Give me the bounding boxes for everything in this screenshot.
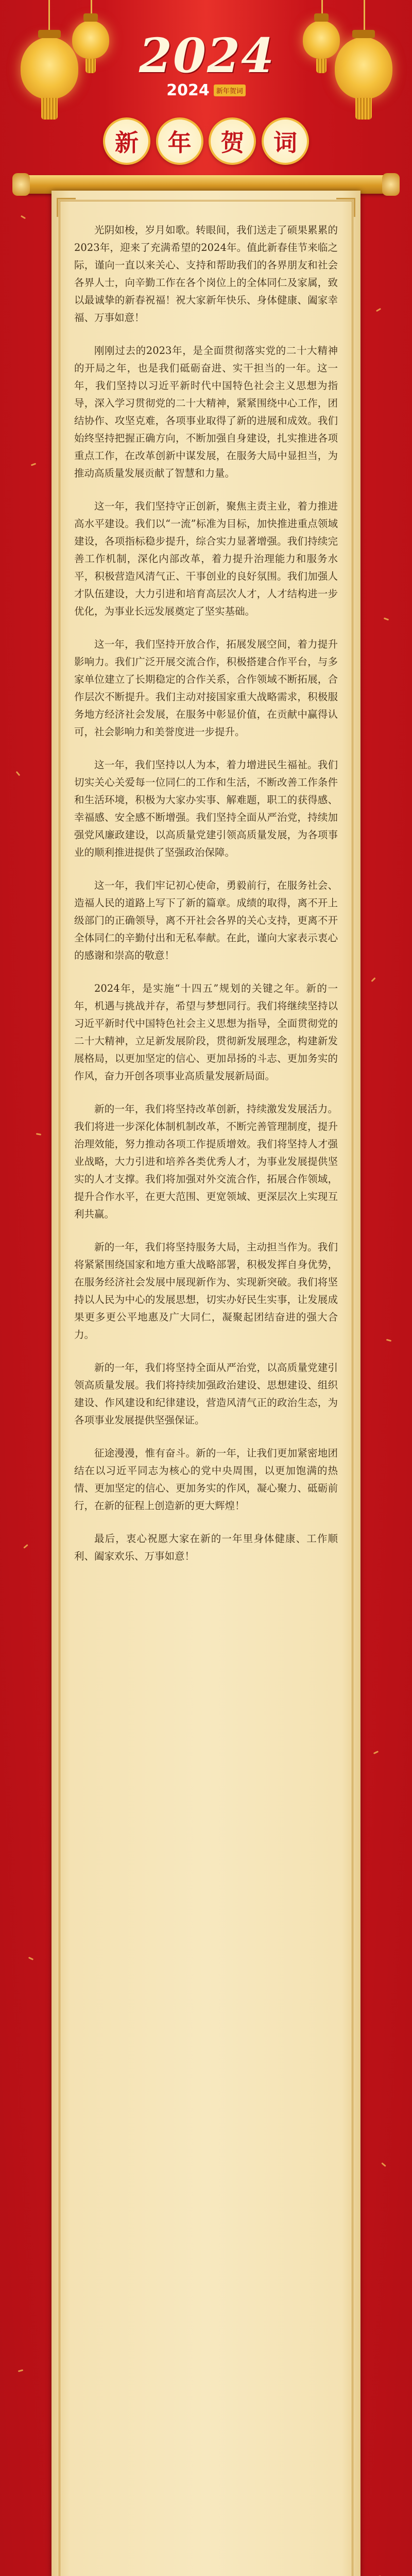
gold-fleck (36, 1133, 41, 1136)
page-title (103, 117, 309, 164)
gold-fleck (18, 2369, 23, 2372)
letter-paragraph: 这一年，我们坚持守正创新，聚焦主责主业，着力推进高水平建设。我们以“一流”标准为目标，加快推进重点领域建设，各项指标稳步提升，综合实力显著增强。我们持续完善工作机制，深化内部改革，着力提升治理能力和服务水平，积极营造风清气正、干事创业的良好氛围。我们加强人才队伍建设，大力引进和培育高层次人才，人才结构进一步优化，为事业长远发展奠定了坚实基础。 (74, 500, 338, 617)
logo-year-script: 2024 (139, 28, 276, 83)
gold-fleck (371, 977, 375, 982)
letter-paragraph: 这一年，我们牢记初心使命，勇毅前行，在服务社会、造福人民的道路上写下了新的篇章。成绩的取得，离不开上级部门的正确领导，离不开社会各界的关心支持，更离不开全体同仁的辛勤付出和无私奉献。在此，谨向大家表示衷心的感谢和崇高的敬意！ (74, 879, 338, 961)
scroll-knob (12, 173, 30, 196)
letter-paragraph: 刚刚过去的2023年，是全面贯彻落实党的二十大精神的开局之年，也是我们砥砺奋进、实干担当的一年。这一年，我们坚持以习近平新时代中国特色社会主义思想为指导，深入学习贯彻党的二十大精神，紧紧围绕中心工作，团结协作、攻坚克难，各项事业取得了新的进展和成效。我们始终坚持把握正确方向，不断加强自身建设，扎实推进各项重点工作，在改革创新中谋发展，在服务大局中显担当，为推动高质量发展贡献了智慧和力量。 (74, 345, 338, 479)
letter-paragraph: 光阴如梭，岁月如歌。转眼间，我们送走了硕果累累的2023年，迎来了充满希望的2024年。值此新春佳节来临之际，谨向一直以来关心、支持和帮助我们的各界朋友和社会各界人士，向辛勤工作在各个岗位上的全体同仁及家属，致以最诚挚的新春祝福！祝大家新年快乐、身体健康、阖家幸福、万事如意！ (74, 224, 338, 324)
gold-fleck (31, 463, 36, 466)
frame-corner (336, 198, 355, 217)
letter-paragraph: 征途漫漫，惟有奋斗。新的一年，让我们更加紧密地团结在以习近平同志为核心的党中央周围，以更加饱满的热情、更加坚定的信心、更加务实的作风，凝心聚力、砥砺前行，在新的征程上创造新的更大辉煌！ (74, 1447, 338, 1512)
letter-paragraph: 新的一年，我们将坚持服务大局，主动担当作为。我们将紧紧围绕国家和地方重大战略部署，积极发挥自身优势，在服务经济社会发展中展现新作为、实现新突破。我们将坚持以人民为中心的发展思想，切实办好民生实事，让发展成果更多更公平地惠及广大同仁，凝聚起团结奋进的强大合力。 (74, 1241, 338, 1341)
gold-fleck (384, 617, 389, 620)
letter-paragraph: 新的一年，我们将坚持全面从严治党，以高质量党建引领高质量发展。我们将持续加强政治建设、思想建设、组织建设、作风建设和纪律建设，营造风清气正的政治生态，为各项事业发展提供坚强保证。 (74, 1362, 338, 1426)
letter-scroll (52, 191, 360, 2576)
title-char: 贺 (209, 117, 256, 165)
gold-fleck (386, 1339, 391, 1342)
gold-fleck (28, 1957, 33, 1960)
letter-paragraph: 这一年，我们坚持开放合作，拓展发展空间，着力提升影响力。我们广泛开展交流合作，积极搭建合作平台，与多家单位建立了长期稳定的合作关系，合作领域不断拓展，合作层次不断提升。我们主动对接国家重大战略需求，积极服务地方经济社会发展，在服务中彰显价值，在贡献中赢得认可，社会影响力和美誉度进一步提升。 (74, 638, 338, 738)
frame-corner (57, 198, 76, 217)
gold-fleck (376, 308, 381, 312)
logo-subline (139, 81, 273, 99)
logo-caption: 新年贺词 (214, 84, 246, 96)
title-char: 词 (262, 117, 309, 165)
gold-fleck (381, 2162, 386, 2167)
letter-paragraph: 2024年，是实施“十四五”规划的关键之年。新的一年，机遇与挑战并存，希望与梦想同行。我们将继续坚持以习近平新时代中国特色社会主义思想为指导，全面贯彻党的二十大精神，立足新发展阶段，贯彻新发展理念，构建新发展格局，以更加坚定的信心、更加昂扬的斗志、更加务实的作风，奋力开创各项事业高质量发展新局面。 (74, 982, 338, 1082)
title-char: 新 (103, 117, 150, 165)
lantern-string (364, 0, 365, 31)
lantern-icon (21, 37, 78, 99)
year-logo (139, 28, 276, 108)
gold-fleck (16, 771, 21, 776)
lantern-icon (72, 21, 109, 59)
gold-fleck (373, 1751, 379, 1754)
lantern-icon (335, 37, 392, 99)
lantern-icon (303, 21, 340, 59)
letter-paragraph: 新的一年，我们将坚持改革创新，持续激发发展活力。我们将进一步深化体制机制改革，不断完善管理制度，提升治理效能，努力推动各项工作提质增效。我们将坚持人才强业战略，大力引进和培养各类优秀人才，为事业发展提供坚实的人才支撑。我们将加强对外交流合作，拓展合作领域，提升合作水平，在更大范围、更宽领域、更深层次上实现互利共赢。 (74, 1103, 338, 1220)
lantern-string (48, 0, 50, 31)
gold-fleck (23, 1544, 28, 1549)
letter-paragraph: 最后，衷心祝愿大家在新的一年里身体健康、工作顺利、阖家欢乐、万事如意！ (74, 1533, 338, 1562)
title-char: 年 (156, 117, 203, 165)
logo-year: 2024 (166, 81, 210, 99)
scroll-knob (382, 173, 400, 196)
letter-paragraph: 这一年，我们坚持以人为本，着力增进民生福祉。我们切实关心关爱每一位同仁的工作和生活，不断改善工作条件和生活环境，积极为大家办实事、解难题，职工的获得感、幸福感、安全感不断增强。我们坚持全面从严治党，持续加强党风廉政建设，以高质量党建引领高质量发展，为各项事业的顺利推进提供了坚强政治保障。 (74, 759, 338, 858)
gold-fleck (21, 215, 26, 219)
letter-body (74, 222, 338, 1581)
